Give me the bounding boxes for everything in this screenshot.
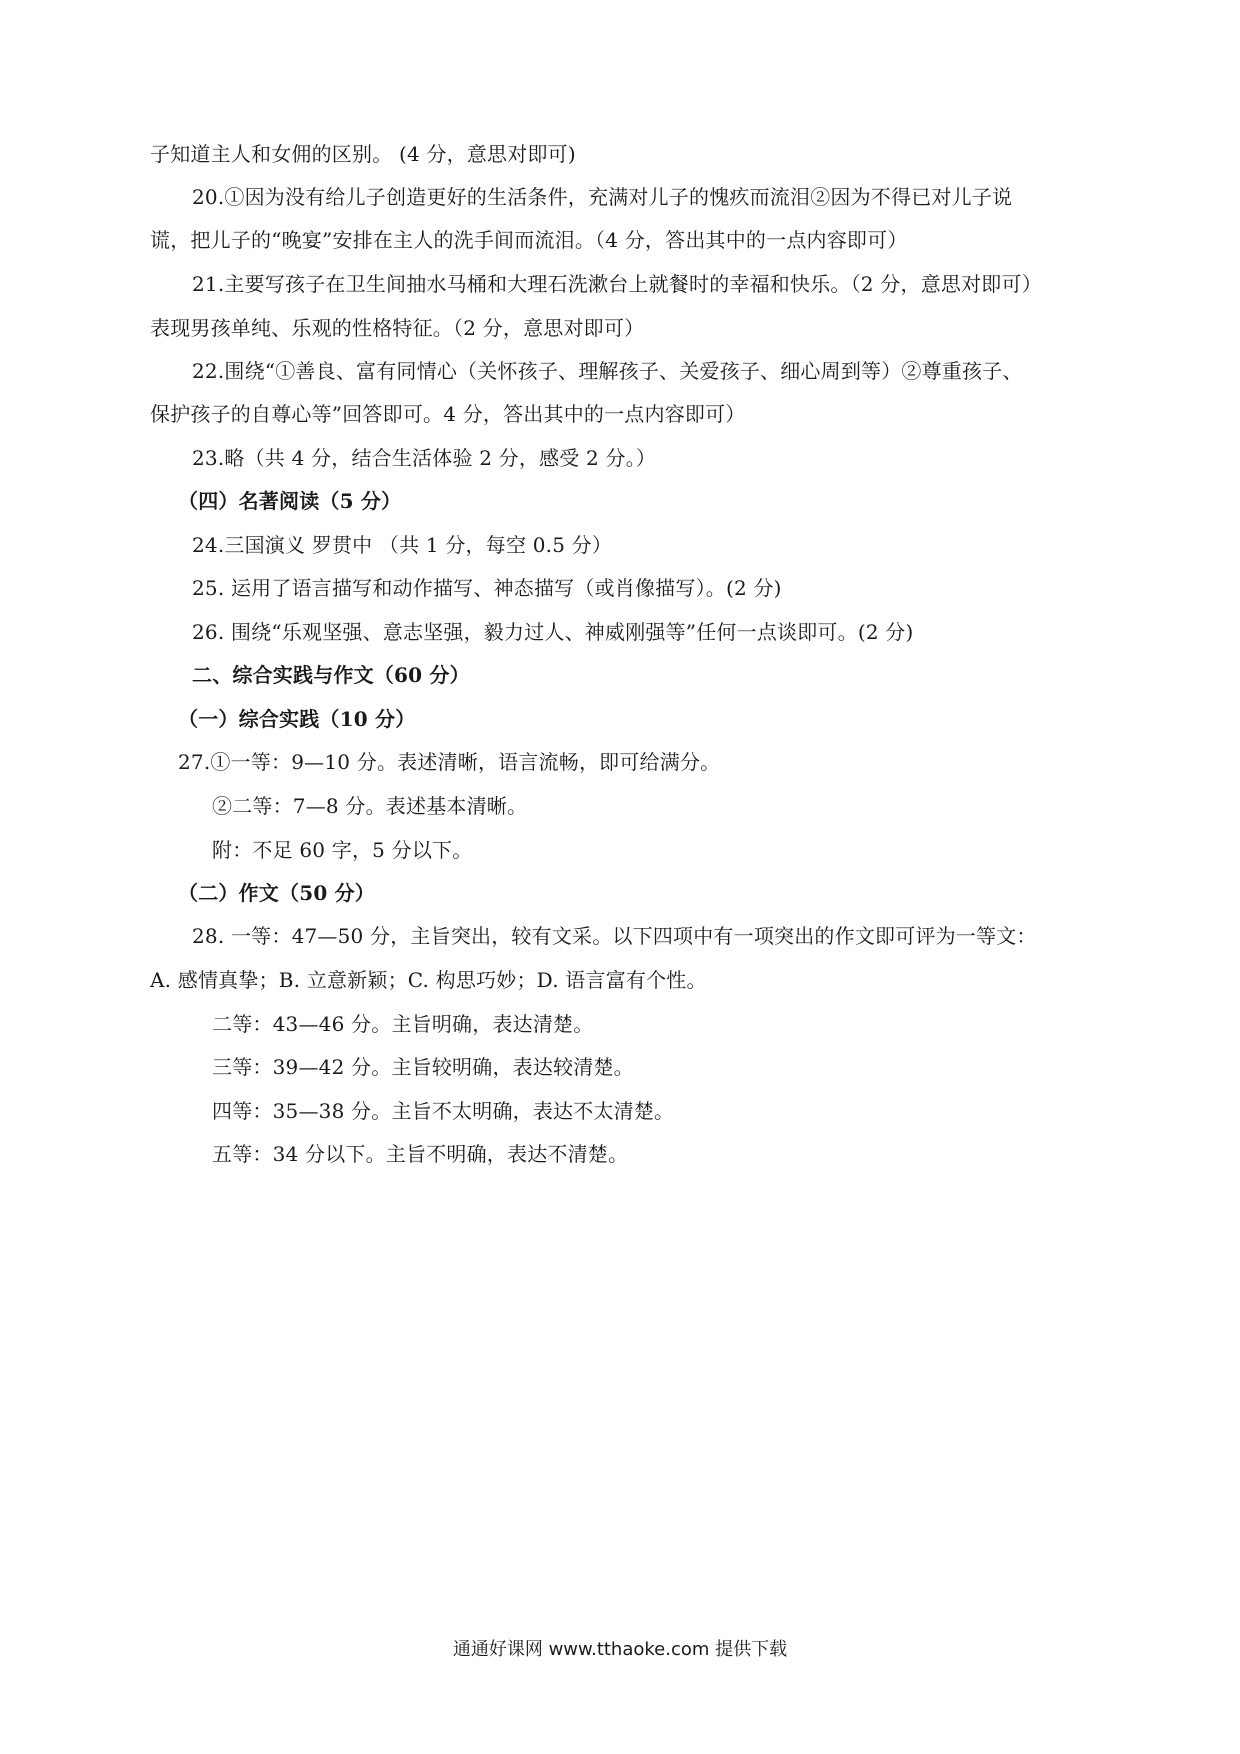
section-heading: （四）名著阅读（5 分）	[178, 489, 402, 513]
criteria-line: A. 感情真挚；B. 立意新颖；C. 构思巧妙；D. 语言富有个性。	[150, 968, 707, 992]
grade-line: 三等：39—42 分。主旨较明确，表达较清楚。	[212, 1055, 634, 1079]
answer-line: 谎，把儿子的“晚宴”安排在主人的洗手间而流泪。（4 分，答出其中的一点内容即可）	[150, 228, 908, 252]
answer-25-line: 25. 运用了语言描写和动作描写、神态描写（或肖像描写）。(2 分)	[192, 576, 782, 600]
answer-line: 表现男孩单纯、乐观的性格特征。（2 分，意思对即可）	[150, 316, 645, 340]
answer-23-line: 23.略（共 4 分，结合生活体验 2 分，感受 2 分。）	[192, 446, 657, 470]
part-heading: 二、综合实践与作文（60 分）	[192, 663, 470, 687]
grade-line: 二等：43—46 分。主旨明确，表达清楚。	[212, 1012, 594, 1036]
answer-28-line: 28. 一等：47—50 分，主旨突出，较有文采。以下四项中有一项突出的作文即可评为一等文：	[192, 924, 1037, 948]
section-heading: （一）综合实践（10 分）	[178, 707, 416, 731]
page-footer: 通通好课网 www.tthaoke.com 提供下载	[452, 1639, 788, 1660]
answer-21-line: 21.主要写孩子在卫生间抽水马桶和大理石洗漱台上就餐时的幸福和快乐。（2 分，意思对即可）	[192, 272, 1042, 296]
answer-22-line: 22.围绕“①善良、富有同情心（关怀孩子、理解孩子、关爱孩子、细心周到等）②尊重孩子、	[192, 359, 1023, 383]
answer-26-line: 26. 围绕“乐观坚强、意志坚强，毅力过人、神威刚强等”任何一点谈即可。(2 分)	[192, 620, 914, 644]
answer-27-line: 27.①一等：9—10 分。表述清晰，语言流畅，即可给满分。	[178, 750, 721, 774]
grade-line: ②二等：7—8 分。表述基本清晰。	[212, 794, 528, 818]
answer-line: 保护孩子的自尊心等”回答即可。4 分，答出其中的一点内容即可）	[150, 402, 746, 426]
grade-line: 四等：35—38 分。主旨不太明确，表达不太清楚。	[212, 1099, 675, 1123]
note-line: 附：不足 60 字，5 分以下。	[212, 838, 473, 862]
answer-20-line: 20.①因为没有给儿子创造更好的生活条件，充满对儿子的愧疚而流泪②因为不得已对儿子说	[192, 185, 1013, 209]
answer-24-line: 24.三国演义 罗贯中 （共 1 分，每空 0.5 分）	[192, 533, 613, 557]
grade-line: 五等：34 分以下。主旨不明确，表达不清楚。	[212, 1142, 629, 1166]
answer-line: 子知道主人和女佣的区别。 (4 分，意思对即可)	[150, 142, 576, 166]
section-heading: （二）作文（50 分）	[178, 881, 375, 905]
